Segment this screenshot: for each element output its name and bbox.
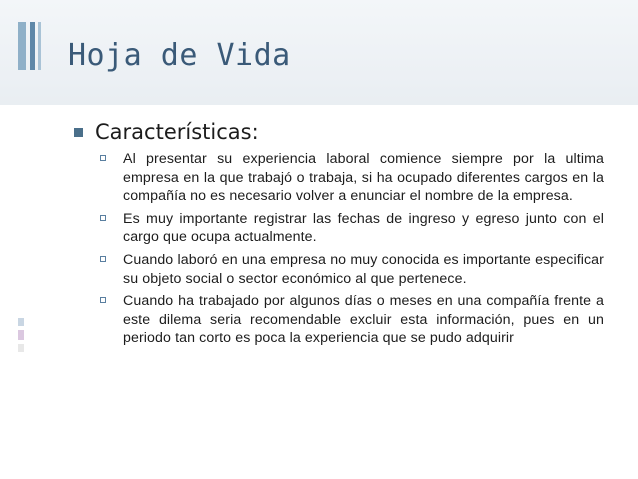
section-heading-text: Características: (95, 120, 259, 144)
deco-bar (18, 330, 24, 340)
deco-bar (18, 22, 26, 70)
hollow-square-bullet-icon (100, 155, 106, 161)
hollow-square-bullet-icon (100, 297, 106, 303)
square-bullet-icon (74, 128, 83, 137)
deco-bar (18, 344, 24, 352)
slide-title: Hoja de Vida (68, 38, 291, 73)
list-item-text: Cuando laboró en una empresa no muy conocida es importante especificar su objeto social o sector económico al que pertenece. (123, 251, 604, 287)
hollow-square-bullet-icon (100, 215, 106, 221)
deco-bar (30, 22, 35, 70)
left-decoration (0, 0, 44, 479)
deco-bar (18, 318, 24, 326)
list-item-text: Es muy importante registrar las fechas de ingreso y egreso junto con el cargo que ocupa actualmente. (123, 210, 604, 246)
section-heading (74, 120, 604, 144)
list-item (98, 251, 604, 288)
bullet-list (74, 150, 604, 348)
list-item-text: Al presentar su experiencia laboral comience siempre por la ultima empresa en la que trabajó o trabaja, si ha ocupado diferentes cargos en la compañía no es necesario volver a enunciar el nombre de la empresa. (123, 151, 604, 205)
list-item (98, 150, 604, 206)
list-item-text: Cuando ha trabajado por algunos días o meses en una compañía frente a este dilema seria recomendable excluir esta información, pues en un periodo tan corto es poca la experiencia que se pudo adquirir (123, 293, 604, 347)
list-item (98, 292, 604, 348)
list-item (98, 210, 604, 247)
deco-bar (38, 22, 41, 70)
slide-content (74, 120, 604, 352)
hollow-square-bullet-icon (100, 256, 106, 262)
